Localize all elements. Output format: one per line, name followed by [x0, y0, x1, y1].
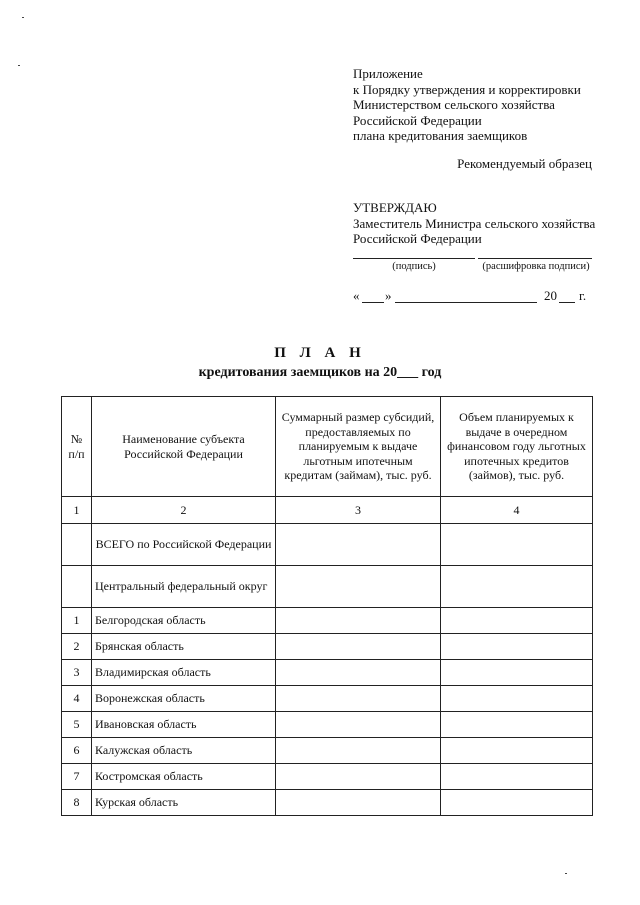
header-credit-volume: Объем планируемых к выдаче в очередном финансовом году льготных ипотечных кредитов (займов), тыс. руб. — [441, 397, 593, 497]
appendix-line: Российской Федерации — [353, 112, 482, 128]
row-num: 6 — [62, 738, 92, 764]
year-prefix: 20 — [544, 288, 557, 303]
scan-speck — [565, 873, 567, 874]
appendix-line: Министерством сельского хозяйства — [353, 97, 555, 112]
row-region: Воронежская область — [92, 686, 276, 712]
approval-heading: УТВЕРЖДАЮ — [353, 200, 437, 215]
row-region: Костромская область — [92, 764, 276, 790]
table-row — [62, 634, 593, 660]
signature-decode-label: (расшифровка подписи) — [482, 261, 590, 272]
district-row — [62, 566, 593, 608]
table-row — [62, 790, 593, 816]
row-num: 1 — [62, 608, 92, 634]
table-row — [62, 764, 593, 790]
row-num: 8 — [62, 790, 92, 816]
appendix-block — [353, 66, 581, 144]
row-region: Калужская область — [92, 738, 276, 764]
header-num: № п/п — [62, 397, 92, 497]
total-row-label: ВСЕГО по Российской Федерации — [92, 524, 276, 566]
date-day-line — [362, 302, 384, 303]
signature-decode-line — [478, 258, 592, 259]
appendix-line: к Порядку утверждения и корректировки — [353, 81, 581, 97]
scan-speck — [18, 65, 20, 66]
row-num: 4 — [62, 686, 92, 712]
row-num: 2 — [62, 634, 92, 660]
table-header-row — [62, 397, 593, 497]
header-region: Наименование субъекта Российской Федерации — [92, 397, 276, 497]
row-num: 3 — [62, 660, 92, 686]
year-line — [559, 302, 575, 303]
approval-line: Заместитель Министра сельского хозяйства — [353, 215, 596, 231]
sample-label: Рекомендуемый образец — [457, 156, 592, 171]
year-suffix: г. — [579, 288, 587, 303]
date-close-quote: » — [385, 288, 392, 303]
date-open-quote: « — [353, 288, 360, 303]
scan-speck — [22, 17, 24, 18]
row-region: Брянская область — [92, 634, 276, 660]
header-subsidies: Суммарный размер субсидий, предоставляемых по планируемым к выдаче льготным ипотечным кредитам (займам), тыс. руб. — [276, 397, 441, 497]
column-number: 1 — [62, 497, 92, 524]
row-region: Курская область — [92, 790, 276, 816]
table-row — [62, 686, 593, 712]
column-number: 4 — [441, 497, 593, 524]
table-row — [62, 608, 593, 634]
column-number: 3 — [276, 497, 441, 524]
column-number: 2 — [92, 497, 276, 524]
table-row — [62, 738, 593, 764]
plan-subtitle: кредитования заемщиков на 20___ год — [198, 365, 442, 380]
column-number-row — [62, 497, 593, 524]
row-region: Белгородская область — [92, 608, 276, 634]
row-region: Владимирская область — [92, 660, 276, 686]
approval-block — [353, 200, 595, 247]
total-row — [62, 524, 593, 566]
signature-label: (подпись) — [392, 261, 436, 272]
appendix-line: плана кредитования заемщиков — [353, 128, 528, 143]
plan-title: П Л А Н — [274, 345, 366, 361]
row-region: Ивановская область — [92, 712, 276, 738]
appendix-line: Приложение — [353, 66, 423, 81]
table-row — [62, 660, 593, 686]
approval-line: Российской Федерации — [353, 231, 482, 246]
district-row-label: Центральный федеральный округ — [92, 566, 276, 608]
date-month-line — [395, 302, 537, 303]
row-num: 7 — [62, 764, 92, 790]
row-num: 5 — [62, 712, 92, 738]
signature-line — [353, 258, 475, 259]
table-row — [62, 712, 593, 738]
plan-table — [61, 396, 593, 816]
